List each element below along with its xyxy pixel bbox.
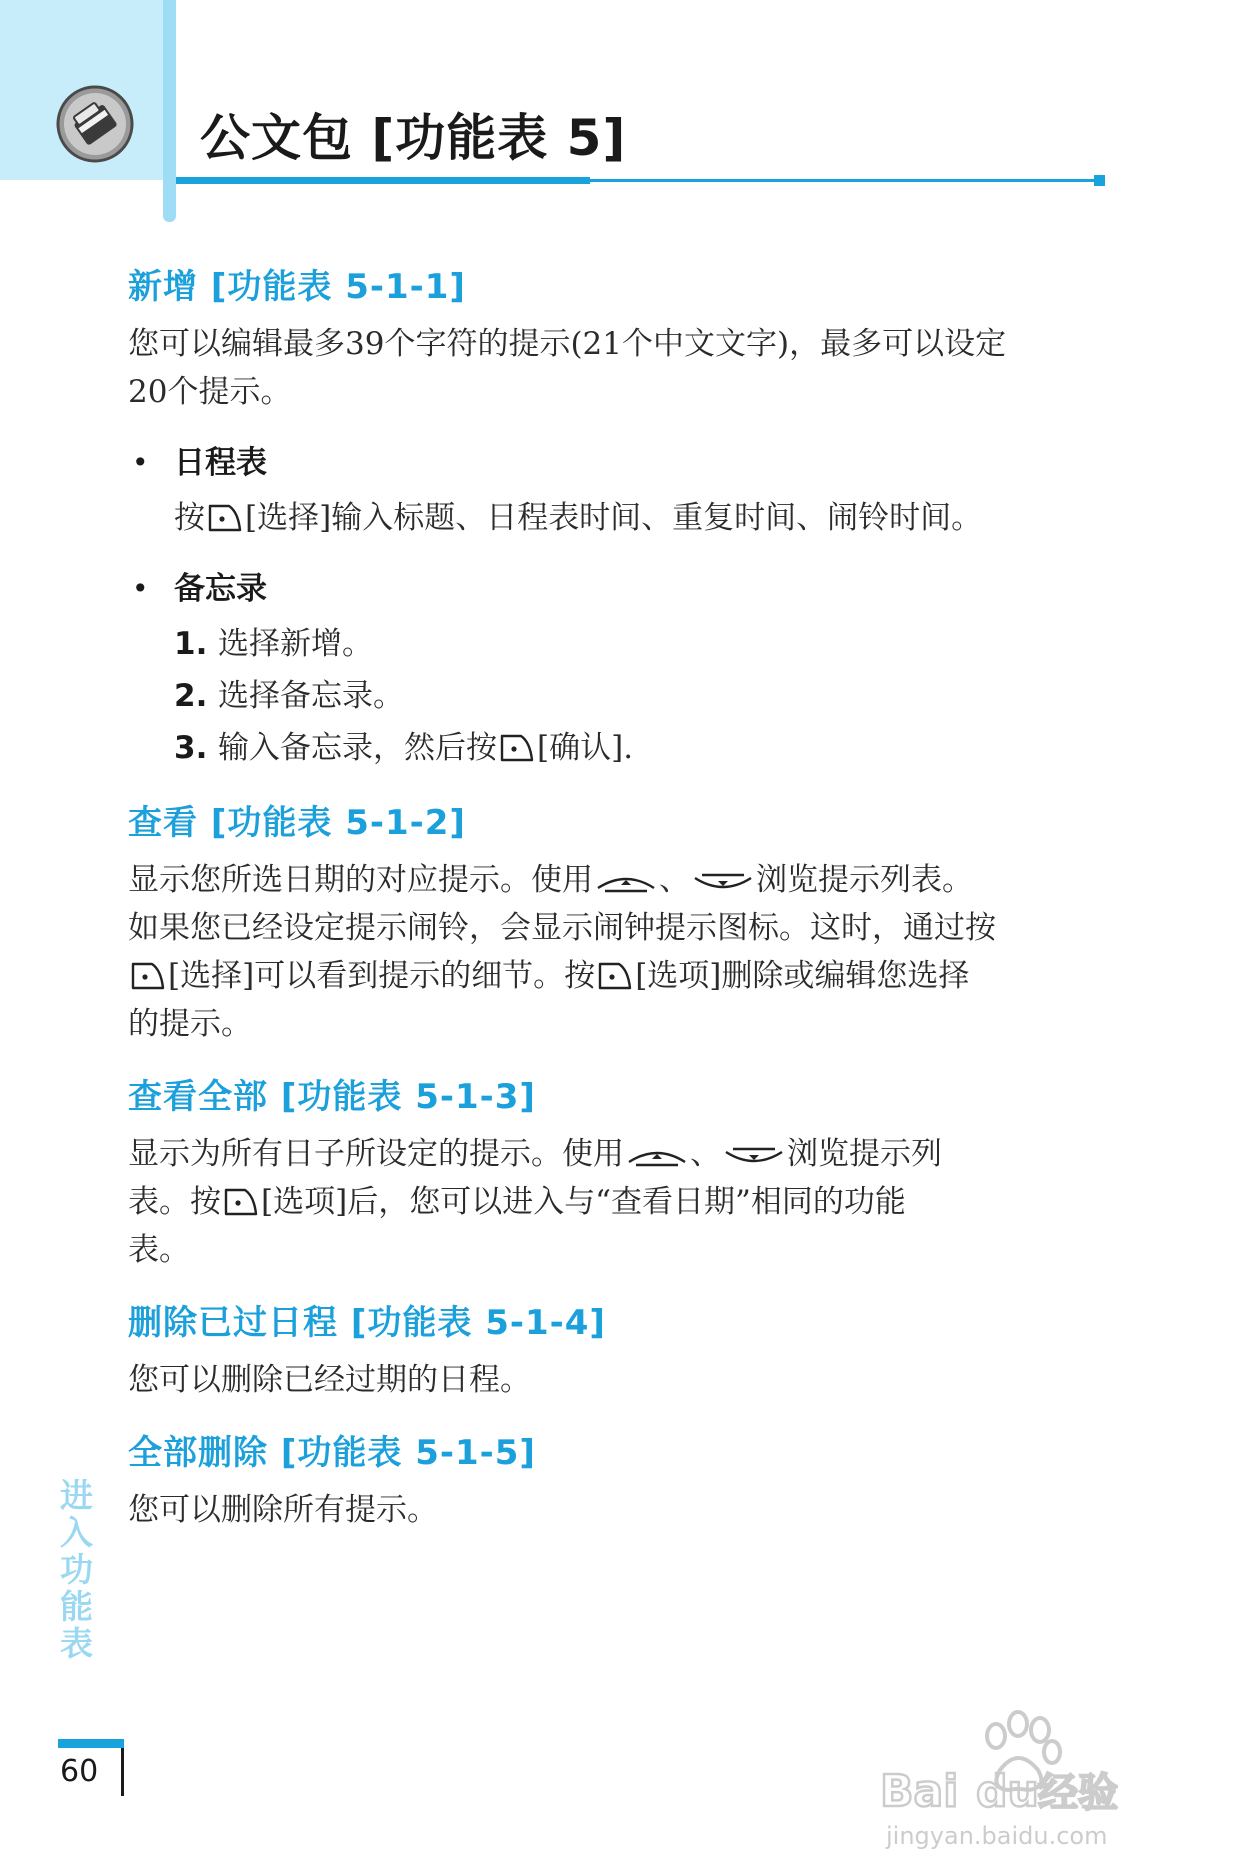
svg-text:Bai: Bai [880, 1766, 959, 1817]
body-text: 表。按 [128, 1184, 221, 1220]
section-heading: 删除已过日程 [功能表 5-1-4] [128, 1303, 606, 1343]
page-number: 60 [60, 1754, 99, 1789]
section-delete-past [128, 1298, 1118, 1404]
step-text: 输入备忘录，然后按 [218, 730, 497, 766]
down-navigation-key-icon [723, 1144, 785, 1170]
step-number: 1. [174, 626, 208, 662]
header-vertical-bar [163, 0, 176, 222]
section-heading: 查看全部 [功能表 5-1-3] [128, 1077, 536, 1117]
selection-key-icon [597, 960, 633, 992]
title-underline-thin [590, 179, 1098, 182]
section-view-all [128, 1072, 1118, 1274]
title-underline-thick [176, 177, 590, 184]
section-body [128, 1130, 1118, 1274]
svg-text:jingyan.baidu.com: jingyan.baidu.com [886, 1822, 1108, 1850]
section-heading: 全部删除 [功能表 5-1-5] [128, 1433, 536, 1473]
body-line: 20个提示。 [128, 374, 292, 410]
svg-text:du: du [976, 1766, 1039, 1817]
up-navigation-key-icon [626, 1144, 688, 1170]
body-text: [选项]删除或编辑您选择 [635, 958, 970, 994]
selection-key-icon [223, 1186, 259, 1218]
bullet-text: 按 [174, 500, 205, 536]
svg-text:经验: 经验 [1038, 1770, 1118, 1816]
bullet-text: [选择]输入标题、日程表时间、重复时间、闹铃时间。 [245, 500, 983, 536]
folder-icon [55, 84, 135, 164]
selection-key-icon [207, 502, 243, 534]
section-heading: 新增 [功能表 5-1-1] [128, 267, 466, 307]
bullet-dot: • [132, 446, 149, 479]
body-text: 浏览提示列表。 [756, 862, 973, 898]
page-number-tab [58, 1739, 124, 1748]
down-navigation-key-icon [692, 870, 754, 896]
step-emphasis: 备忘录 [280, 678, 373, 714]
baidu-watermark-logo [878, 1696, 1178, 1856]
sidebar-chapter-label: 进入功能表 [55, 1478, 94, 1663]
step-number: 2. [174, 678, 208, 714]
step-number: 3. [174, 730, 208, 766]
body-text: 表。 [128, 1232, 190, 1268]
section-view [128, 798, 1118, 1048]
section-delete-all [128, 1428, 1118, 1534]
bullet-dot: • [132, 572, 149, 605]
step-item [174, 670, 1118, 722]
selection-key-icon [130, 960, 166, 992]
body-text: 显示您所选日期的对应提示。使用 [128, 862, 593, 898]
up-navigation-key-icon [595, 870, 657, 896]
step-text: 。 [373, 678, 404, 714]
body-text: 显示为所有日子所设定的提示。使用 [128, 1136, 624, 1172]
section-heading: 查看 [功能表 5-1-2] [128, 803, 466, 843]
step-text: [确认]. [537, 730, 634, 766]
bullet-title: 日程表 [174, 445, 267, 481]
section-add [128, 262, 1118, 774]
selection-key-icon [499, 732, 535, 764]
section-body [128, 320, 1118, 416]
step-emphasis: 新增 [280, 626, 342, 662]
main-content [128, 262, 1118, 1558]
body-text: [选项]后，您可以进入与“查看日期”相同的功能 [261, 1184, 906, 1220]
step-text: 选择 [218, 678, 280, 714]
body-text: [选择]可以看到提示的细节。按 [168, 958, 596, 994]
section-body: 您可以删除已经过期的日程。 [128, 1362, 531, 1398]
body-text: 、 [659, 862, 690, 898]
body-text: 如果您已经设定提示闹铃，会显示闹钟提示图标。这时，通过按 [128, 910, 996, 946]
body-text: 浏览提示列 [787, 1136, 942, 1172]
step-text: 选择 [218, 626, 280, 662]
bullet-title: 备忘录 [174, 571, 267, 607]
step-item [174, 722, 1118, 774]
page-number-rule [121, 1748, 124, 1796]
body-text: 、 [690, 1136, 721, 1172]
step-item [174, 618, 1118, 670]
section-body: 您可以删除所有提示。 [128, 1492, 438, 1528]
section-body [128, 856, 1118, 1048]
step-text: 。 [342, 626, 373, 662]
steps-list [174, 618, 1118, 774]
body-text: 的提示。 [128, 1006, 252, 1042]
body-line: 您可以编辑最多39个字符的提示(21个中文文字)，最多可以设定 [128, 326, 1007, 362]
bullet-item-memo [128, 564, 1118, 774]
page-title: 公文包 [功能表 5] [200, 109, 627, 167]
title-underline-end-square [1094, 175, 1105, 186]
bullet-item-schedule [128, 438, 1118, 542]
bullet-body [174, 494, 1118, 542]
